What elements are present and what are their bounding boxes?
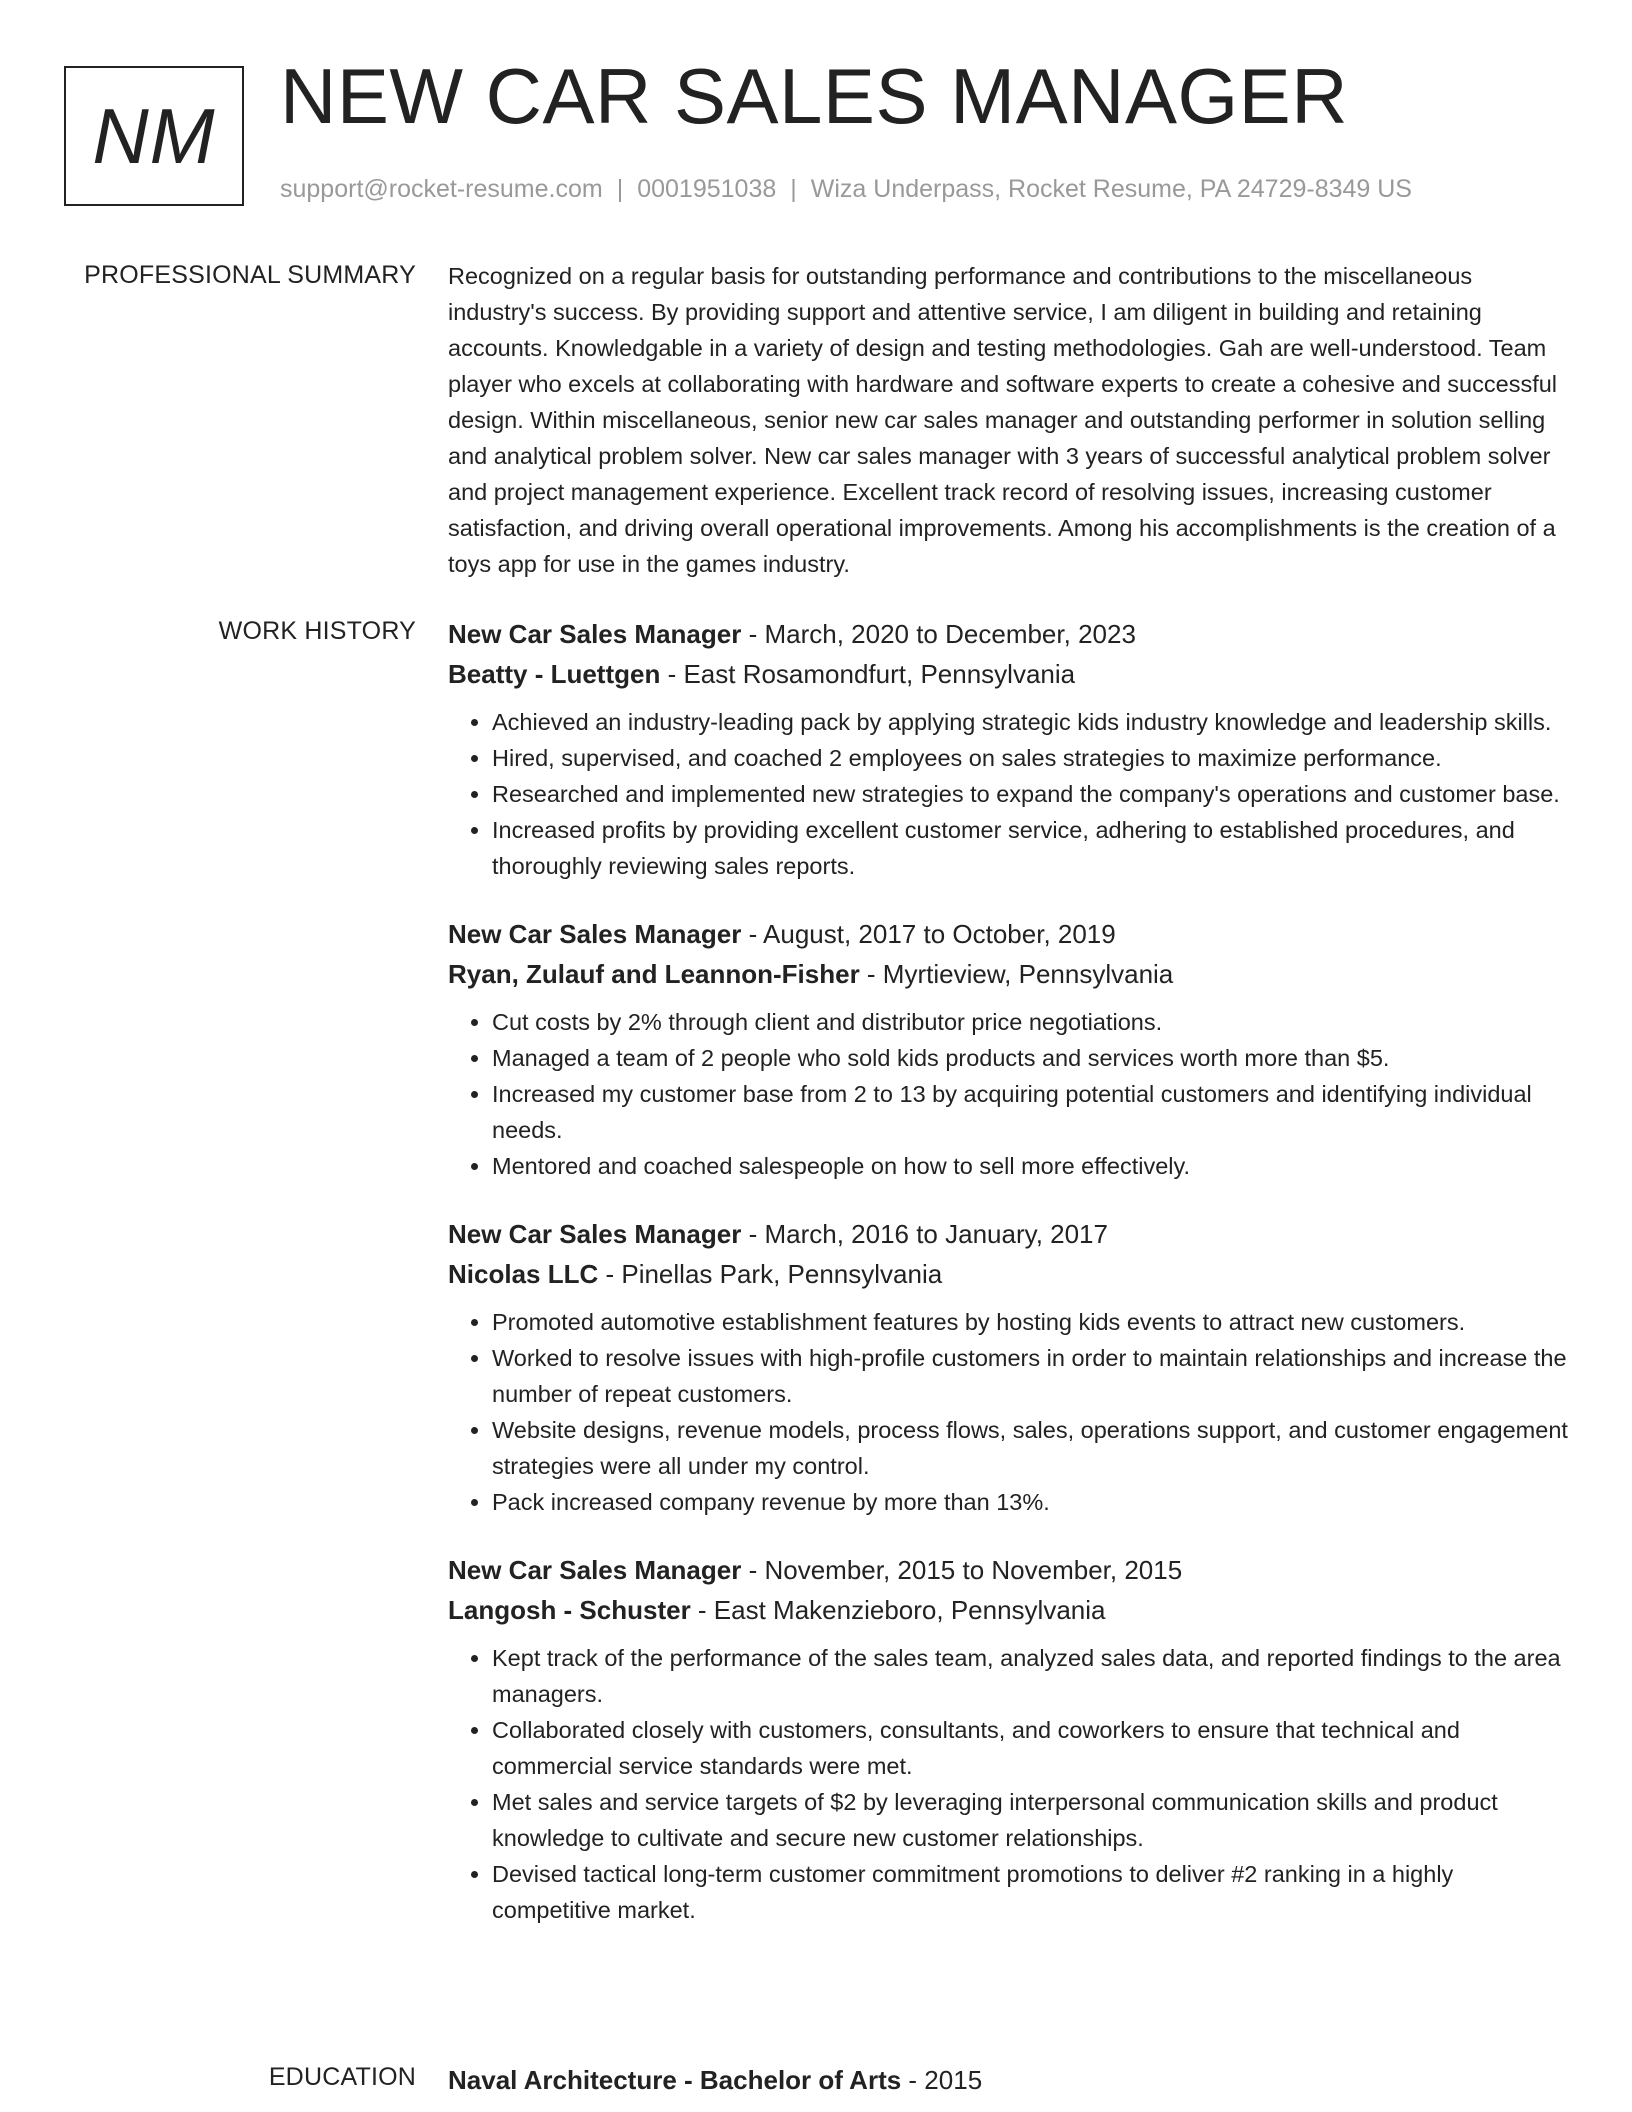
- list-item: • Collaborated closely with customers, consultants, and coworkers to ensure that technical and commercial service standards were met.: [492, 1712, 1572, 1784]
- education-heading: EDUCATION: [268, 2063, 416, 2091]
- list-item: • Increased my customer base from 2 to 13 by acquiring potential customers and identifying individual needs.: [492, 1076, 1572, 1148]
- list-item: • Devised tactical long-term customer commitment promotions to deliver #2 ranking in a highly competitive market.: [492, 1856, 1572, 1928]
- job-company: Beatty - Luettgen: [448, 659, 661, 689]
- list-item: • Researched and implemented new strategies to expand the company's operations and customer base.: [492, 776, 1572, 812]
- contact-separator: |: [616, 175, 624, 203]
- job-title: New Car Sales Manager: [448, 619, 742, 649]
- job-bullets: [448, 1304, 1572, 1520]
- list-item: • Promoted automotive establishment features by hosting kids events to attract new customers.: [492, 1304, 1572, 1340]
- job-location: - East Makenzieboro, Pennsylvania: [690, 1595, 1106, 1625]
- list-item: • Achieved an industry-leading pack by applying strategic kids industry knowledge and leadership skills.: [492, 704, 1572, 740]
- list-item: • Mentored and coached salespeople on how to sell more effectively.: [492, 1148, 1572, 1184]
- summary-heading: PROFESSIONAL SUMMARY: [84, 261, 416, 289]
- education-degree: Naval Architecture - Bachelor of Arts: [448, 2065, 902, 2095]
- job-company: Ryan, Zulauf and Leannon-Fisher: [448, 959, 860, 989]
- resume-name: NEW CAR SALES MANAGER: [280, 52, 1349, 140]
- contact-separator: |: [790, 175, 797, 203]
- contact-email: support@rocket-resume.com: [280, 175, 603, 203]
- list-item: • Cut costs by 2% through client and distributor price negotiations.: [492, 1004, 1572, 1040]
- job-entry: [448, 914, 1572, 1184]
- list-item: • Hired, supervised, and coached 2 employees on sales strategies to maximize performance.: [492, 740, 1572, 776]
- job-dates: - August, 2017 to October, 2019: [741, 919, 1116, 949]
- job-location: - Myrtieview, Pennsylvania: [859, 959, 1174, 989]
- list-item: • Website designs, revenue models, process flows, sales, operations support, and customer engagement strategies were all under my control.: [492, 1412, 1572, 1484]
- job-company: Nicolas LLC: [448, 1259, 599, 1289]
- job-title: New Car Sales Manager: [448, 1219, 742, 1249]
- job-title: New Car Sales Manager: [448, 919, 742, 949]
- job-dates: - March, 2016 to January, 2017: [741, 1219, 1108, 1249]
- job-company: Langosh - Schuster: [448, 1595, 691, 1625]
- job-title: New Car Sales Manager: [448, 1555, 742, 1585]
- summary-text: Recognized on a regular basis for outstanding performance and contributions to the miscellaneous industry's success. By providing support and attentive service, I am diligent in building and retaining accounts. Knowledgable in a variety of design and testing methodologies. Gah are well-understood. Team player who excels at collaborating with hardware and software experts to create a cohesive and successful design. Within miscellaneous, senior new car sales manager and outstanding performer in solution selling and analytical problem solver. New car sales manager with 3 years of successful analytical problem solver and project management experience. Excellent track record of resolving issues, increasing customer satisfaction, and driving overall operational improvements. Among his accomplishments is the creation of a toys app for use in the games industry.: [448, 263, 1558, 577]
- job-location: - Pinellas Park, Pennsylvania: [598, 1259, 943, 1289]
- list-item: • Worked to resolve issues with high-profile customers in order to maintain relationships and increase the number of repeat customers.: [492, 1340, 1572, 1412]
- list-item: • Pack increased company revenue by more than 13%.: [492, 1484, 1572, 1520]
- job-entry: [448, 1550, 1572, 1928]
- list-item: • Increased profits by providing excellent customer service, adhering to established procedures, and thoroughly reviewing sales reports.: [492, 812, 1572, 884]
- resume-header: [0, 0, 1632, 230]
- contact-phone: 0001951038: [637, 175, 777, 203]
- job-bullets: [448, 704, 1572, 884]
- job-location: - East Rosamondfurt, Pennsylvania: [660, 659, 1076, 689]
- education-year: - 2015: [901, 2065, 983, 2095]
- job-dates: - March, 2020 to December, 2023: [741, 619, 1136, 649]
- job-bullets: [448, 1004, 1572, 1184]
- job-entry: [448, 614, 1572, 884]
- list-item: • Kept track of the performance of the sales team, analyzed sales data, and reported findings to the area managers.: [492, 1640, 1572, 1712]
- job-dates: - November, 2015 to November, 2015: [741, 1555, 1183, 1585]
- list-item: • Managed a team of 2 people who sold kids products and services worth more than $5.: [492, 1040, 1572, 1076]
- job-entry: [448, 1214, 1572, 1520]
- contact-address: Wiza Underpass, Rocket Resume, PA 24729-8349 US: [810, 175, 1412, 203]
- job-bullets: [448, 1640, 1572, 1928]
- work-history-heading: WORK HISTORY: [218, 617, 416, 645]
- list-item: • Met sales and service targets of $2 by leveraging interpersonal communication skills and product knowledge to cultivate and secure new customer relationships.: [492, 1784, 1572, 1856]
- contact-line: [280, 173, 1412, 206]
- initials-monogram: NM: [64, 66, 244, 206]
